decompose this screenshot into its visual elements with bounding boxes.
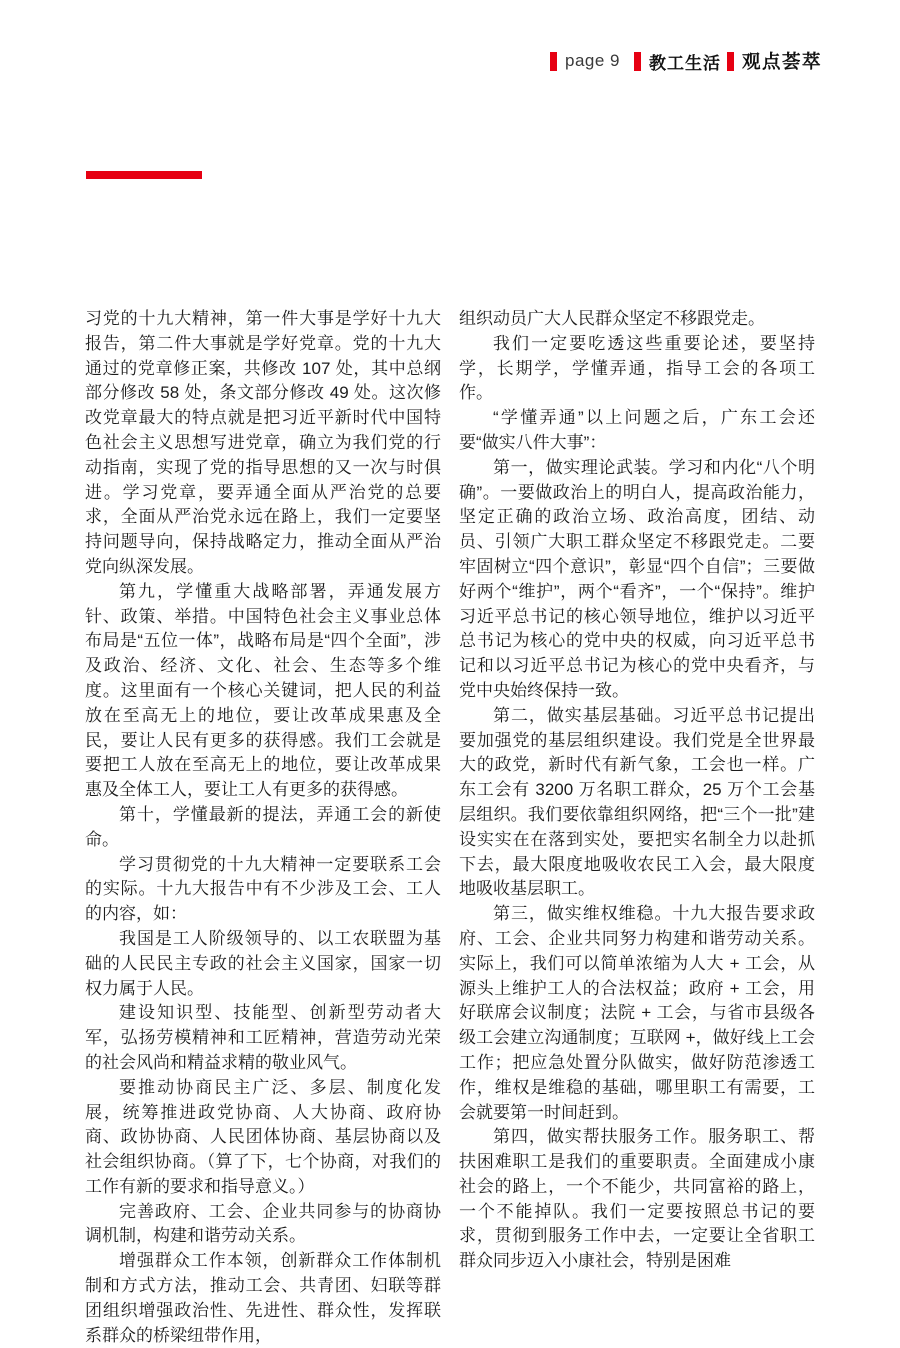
page-number-label: page 9 — [564, 51, 620, 70]
section-label-secondary: 观点荟萃 — [741, 51, 822, 72]
paragraph: 增强群众工作本领，创新群众工作体制机制和方式方法，推动工会、共青团、妇联等群团组织增强政治性、先进性、群众性，发挥联系群众的桥梁纽带作用， — [85, 1251, 441, 1345]
paragraph: 第一，做实理论武装。学习和内化“八个明确”。一要做政治上的明白人，提高政治能力，坚定正确的政治立场、政治高度，团结、动员、引领广大职工群众坚定不移跟党走。二要牢固树立“四个意识”，彰显“四个自信”；三要做好两个“维护”，两个“看齐”，一个“保持”。维护习近平总书记的核心领导地位，维护以习近平总书记为核心的党中央的权威，向习近平总书记和以习近平总书记为核心的党中央看齐，与党中央始终保持一致。 — [459, 457, 815, 700]
paragraph: 组织动员广大人民群众坚定不移跟党走。 — [459, 309, 765, 328]
paragraph: 第三，做实维权维稳。十九大报告要求政府、工会、企业共同努力构建和谐劳动关系。实际上，我们可以简单浓缩为人大 + 工会，从源头上维护工人的合法权益；政府 + 工会，用好联席会议制度；法院 + 工会，与省市县级各级工会建立沟通制度；互联网 +，做好线上工会工作；把应急处置分队做实，做好防范渗透工作，维权是维稳的基础，哪里职工有需要，工会就要第一时间赶到。 — [459, 904, 815, 1122]
red-tick-icon — [550, 52, 557, 71]
paragraph: 第九，学懂重大战略部署，弄通发展方针、政策、举措。中国特色社会主义事业总体布局是“五位一体”，战略布局是“四个全面”，涉及政治、经济、文化、社会、生态等多个维度。这里面有一个核心关键词，把人民的利益放在至高无上的地位，要让改革成果惠及全民，要让人民有更多的获得感。我们工会就是要把工人放在至高无上的地位，要让改革成果惠及全体工人，要让工人有更多的获得感。 — [85, 581, 441, 800]
paragraph: 学习贯彻党的十九大精神一定要联系工会的实际。十九大报告中有不少涉及工会、工人的内容，如： — [85, 854, 441, 924]
paragraph: 第十，学懂最新的提法，弄通工会的新使命。 — [85, 804, 441, 849]
article-body — [85, 307, 815, 1348]
red-tick-icon — [727, 52, 734, 71]
page-header — [550, 48, 822, 74]
paragraph: 我国是工人阶级领导的、以工农联盟为基础的人民民主专政的社会主义国家，国家一切权力属于人民。 — [85, 928, 441, 998]
paragraph: “学懂弄通”以上问题之后，广东工会还要“做实八件大事”： — [459, 408, 815, 452]
paragraph: 习党的十九大精神，第一件大事是学好十九大报告，第二件大事就是学好党章。党的十九大通过的党章修正案，共修改 107 处，其中总纲部分修改 58 处，条文部分修改 49 处。这次修改党章最大的特点就是把习近平新时代中国特色社会主义思想写进党章，确立为我们党的行动指南，实现了党的指导思想的又一次与时俱进。学习党章，要弄通全面从严治党的总要求，全面从严治党永远在路上，我们一定要坚持问题导向，保持战略定力，推动全面从严治党向纵深发展。 — [85, 309, 441, 576]
red-rule-divider — [86, 171, 202, 179]
right-column — [459, 307, 815, 1348]
paragraph: 要推动协商民主广泛、多层、制度化发展，统筹推进政党协商、人大协商、政府协商、政协协商、人民团体协商、基层协商以及社会组织协商。（算了下，七个协商，对我们的工作有新的要求和指导意义。） — [85, 1077, 441, 1196]
paragraph: 我们一定要吃透这些重要论述，要坚持学，长期学，学懂弄通，指导工会的各项工作。 — [459, 333, 815, 403]
paragraph: 建设知识型、技能型、创新型劳动者大军，弘扬劳模精神和工匠精神，营造劳动光荣的社会风尚和精益求精的敬业风气。 — [85, 1003, 441, 1072]
section-label-primary: 教工生活 — [648, 53, 721, 73]
red-tick-icon — [634, 52, 641, 71]
paragraph: 完善政府、工会、企业共同参与的协商协调机制，构建和谐劳动关系。 — [85, 1201, 441, 1246]
paragraph: 第四，做实帮扶服务工作。服务职工、帮扶困难职工是我们的重要职责。全面建成小康社会的路上，一个不能少，共同富裕的路上，一个不能掉队。我们一定要按照总书记的要求，贯彻到服务工作中去，一定要让全省职工群众同步迈入小康社会，特别是困难 — [459, 1127, 815, 1271]
left-column — [85, 307, 441, 1348]
paragraph: 第二，做实基层基础。习近平总书记提出要加强党的基层组织建设。我们党是全世界最大的政党，新时代有新气象，工会也一样。广东工会有 3200 万名职工群众，25 万个工会基层组织。我们要依靠组织网络，把“三个一批”建设实实在在落到实处，要把实名制全力以赴抓下去，最大限度地吸收农民工入会，最大限度地吸收基层职工。 — [459, 705, 815, 899]
